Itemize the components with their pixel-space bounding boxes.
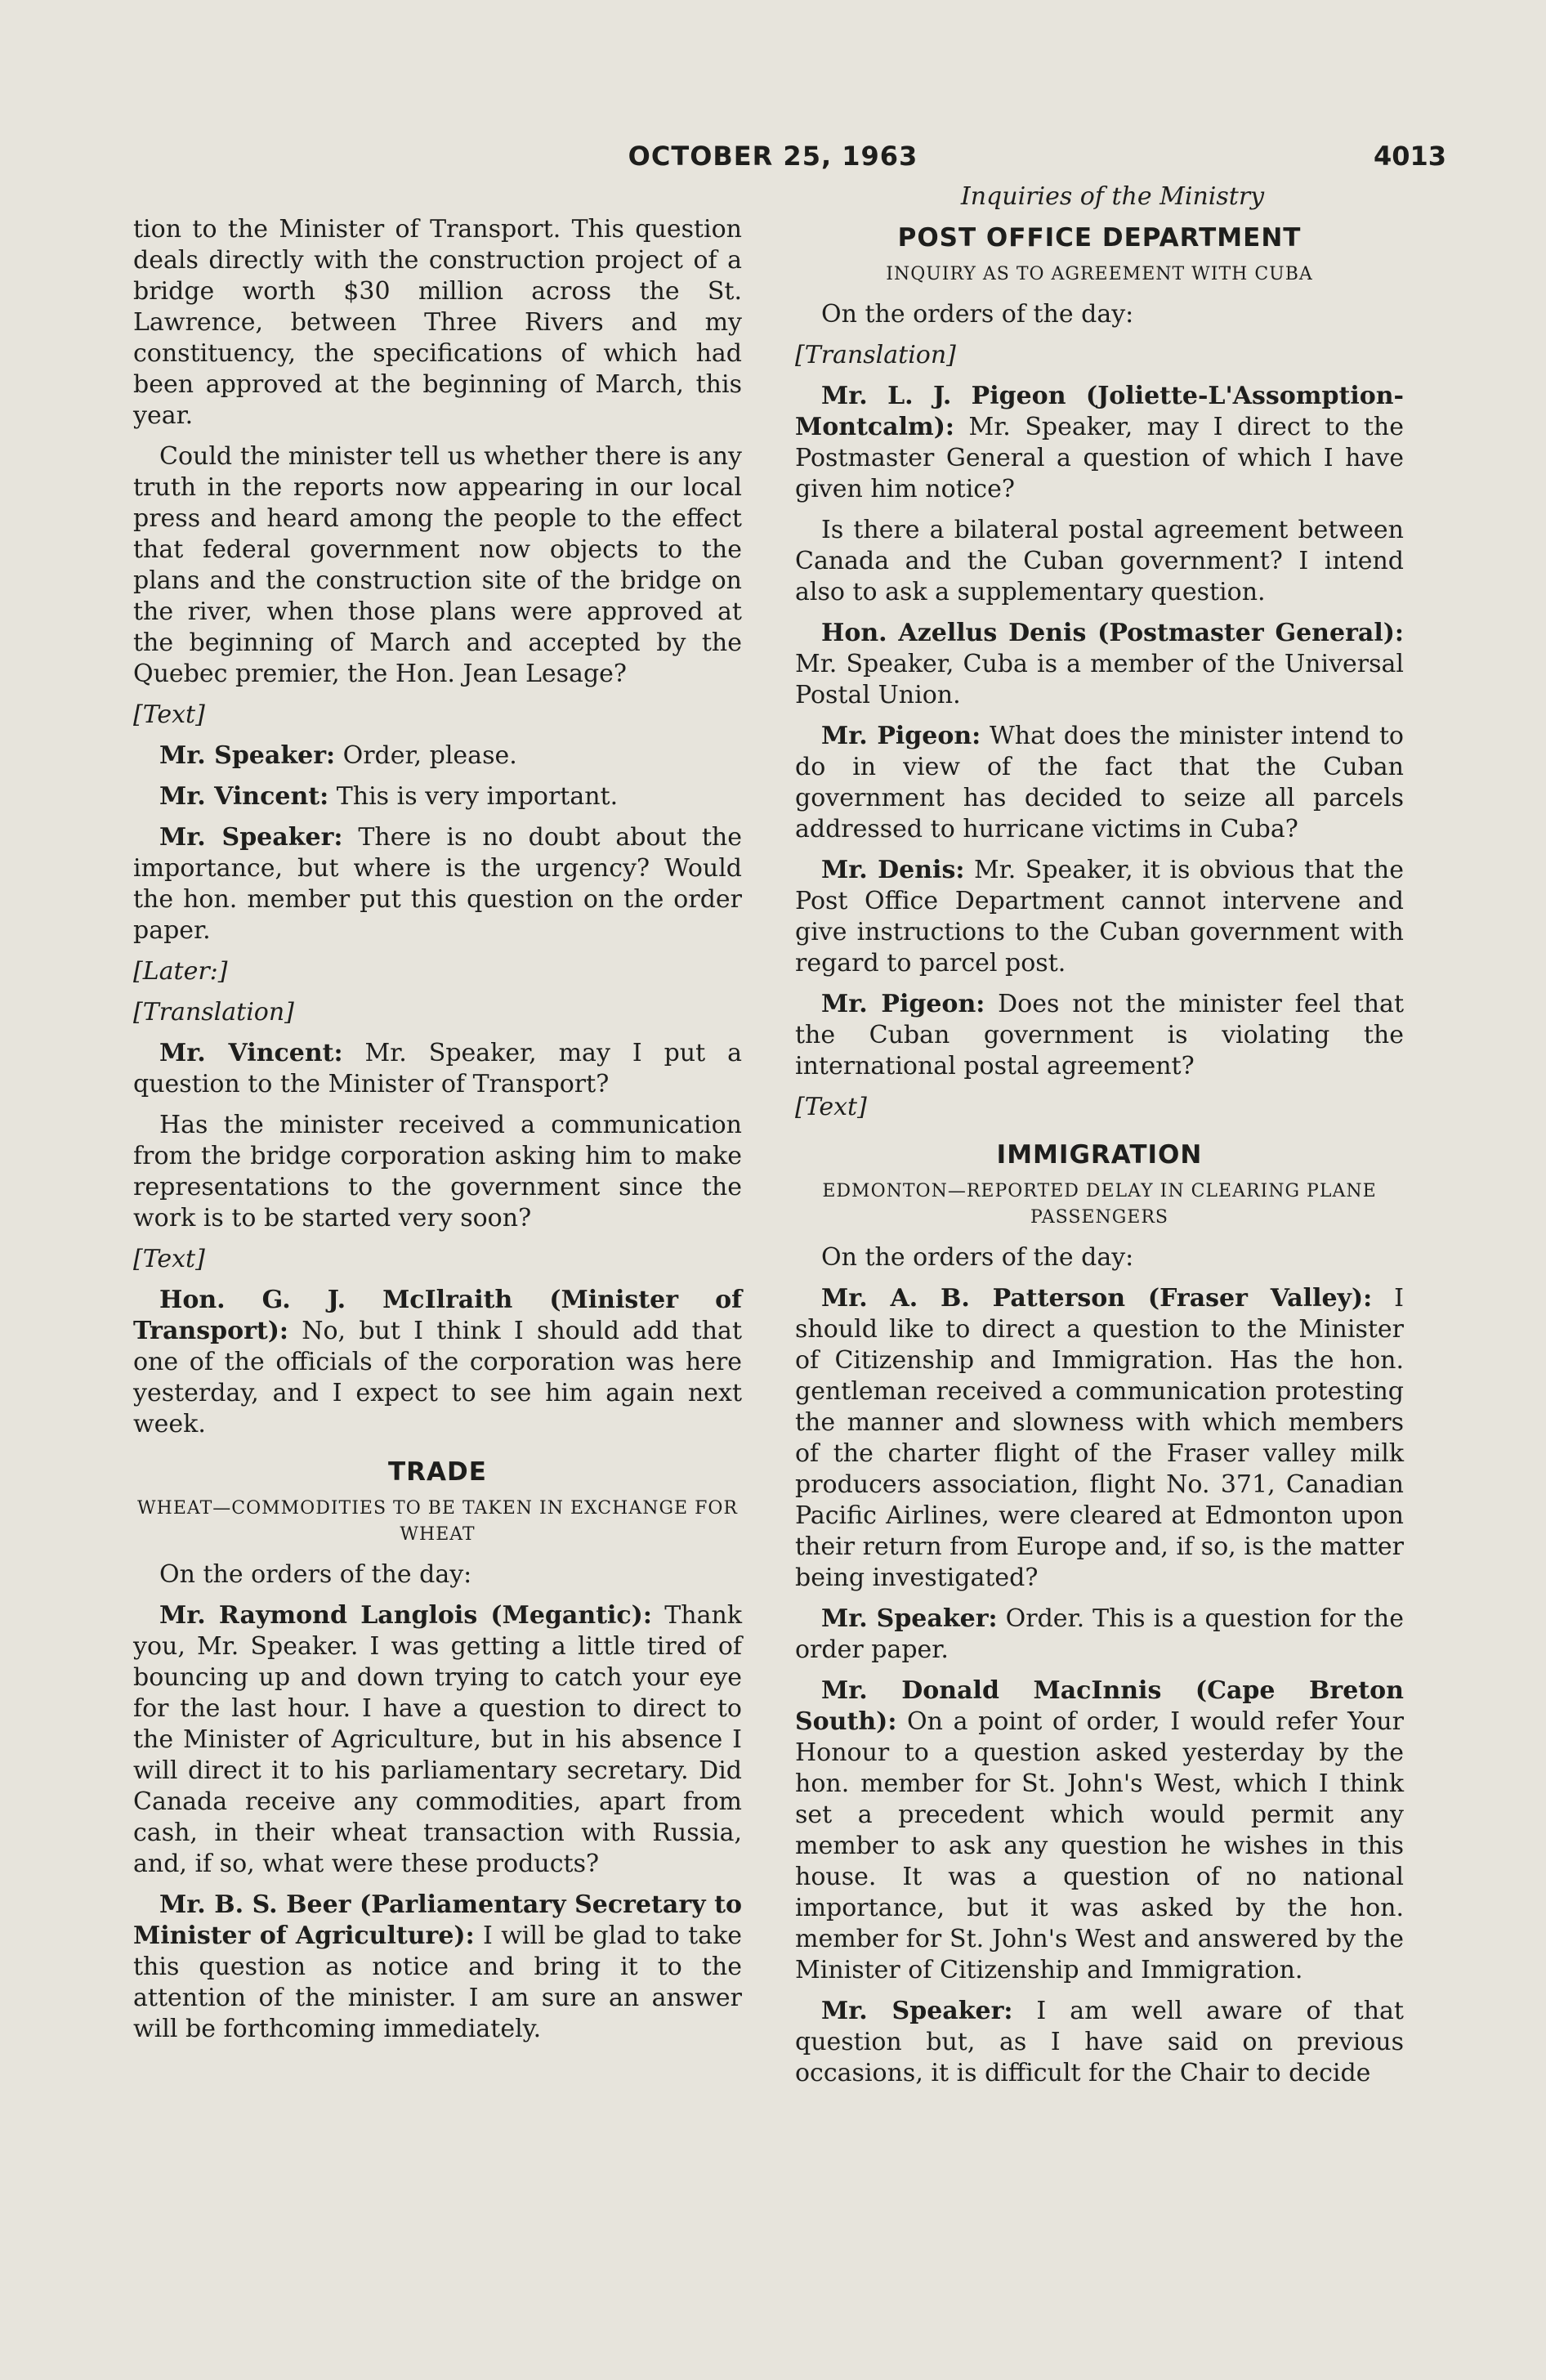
speech-text: I should like to direct a question to the Minister of Citizenship and Immigration. Has the hon. gentleman received a communication protesting the manner and slowness with which members of the charter flight of the Fraser valley milk producers association, flight No. 371, Canadian Pacific Airlines, were cleared at Edmonton upon their return from Europe and, if so, is the matter being investigated? [795, 1284, 1404, 1592]
paragraph: Has the minister received a communication from the bridge corporation asking him to make representations to the government since the work is to be started very soon? [133, 1111, 742, 1232]
speaker-name: Mr. Pigeon: [821, 722, 981, 750]
speaker-name: Hon. G. J. McIlraith (Minister of Transport): [133, 1286, 742, 1345]
speech [133, 1600, 742, 1880]
subheading-edmonton: EDMONTON—REPORTED DELAY IN CLEARING PLANE PASSENGERS [822, 1181, 1377, 1228]
speech [133, 1890, 742, 2045]
speech-text: There is no doubt about the importance, but where is the urgency? Would the hon. member put this question on the order paper. [133, 823, 742, 945]
speech-text: Thank you, Mr. Speaker. I was getting a little tired of bouncing up and down trying to catch your eye for the last hour. I have a question to direct to the Minister of Agriculture, but in his absence I will direct it to his parliamentary secretary. Did Canada receive any commodities, apart from cash, in their wheat transaction with Russia, and, if so, what were these products? [133, 1601, 742, 1878]
speech [133, 781, 742, 812]
subheading-wheat: WHEAT—COMMODITIES TO BE TAKEN IN EXCHANGE FOR WHEAT [137, 1498, 738, 1545]
speaker-name: Mr. Speaker: [821, 1604, 998, 1633]
speech-text: I am well aware of that question but, as I have said on previous occasions, it is difficult for the Chair to decide [795, 1997, 1404, 2087]
speaker-name: Mr. L. J. Pigeon (Joliette-L'Assomption-Montcalm): [795, 382, 1404, 441]
subheading-cuba: INQUIRY AS TO AGREEMENT WITH CUBA [886, 264, 1313, 284]
speech-text: What does the minister intend to do in view of the fact that the Cuban government has decided to seize all parcels addressed to hurricane victims in Cuba? [795, 722, 1404, 843]
orders-of-day: On the orders of the day: [159, 1560, 472, 1589]
speech [795, 1283, 1404, 1594]
speaker-name: Hon. Azellus Denis (Postmaster General): [821, 619, 1404, 647]
right-column [795, 181, 1404, 2099]
speech [795, 381, 1404, 505]
speech [795, 721, 1404, 845]
speaker-name: Mr. Vincent: [159, 1039, 343, 1067]
language-tag: [Translation] [133, 998, 294, 1027]
speech [795, 1604, 1404, 1666]
paragraph: Could the minister tell us whether there is any truth in the reports now appearing in our local press and heard among the people to the effect that federal government now objects to the plans and the construction site of the bridge on the river, when those plans were approved at the beginning of March and accepted by the Quebec premier, the Hon. Jean Lesage? [133, 442, 742, 688]
running-head: Inquiries of the Ministry [960, 182, 1265, 211]
speech [795, 989, 1404, 1082]
speech-text: Mr. Speaker, Cuba is a member of the Universal Postal Union. [795, 650, 1404, 709]
speaker-name: Mr. Speaker: [821, 1997, 1013, 2025]
language-tag: [Text] [133, 700, 205, 729]
speech-text: Order. This is a question for the order paper. [795, 1604, 1404, 1664]
language-tag: [Text] [133, 1245, 205, 1273]
speaker-name: Mr. Speaker: [159, 741, 336, 770]
speech-text: I will be glad to take this question as notice and bring it to the attention of the minister. I am sure an answer will be forthcoming immediately. [133, 1921, 742, 2043]
speaker-name: Mr. Raymond Langlois (Megantic): [159, 1601, 652, 1630]
paragraph: Is there a bilateral postal agreement between Canada and the Cuban government? I intend also to ask a supplementary question. [795, 516, 1404, 606]
language-tag: [Text] [795, 1093, 867, 1121]
speech [795, 855, 1404, 979]
speaker-name: Mr. Denis: [821, 856, 965, 884]
speech [133, 1038, 742, 1100]
speech-text: No, but I think I should add that one of the officials of the corporation was here yesterday, and I expect to see him again next week. [133, 1317, 742, 1438]
section-heading-trade: TRADE [388, 1457, 487, 1487]
speech [133, 740, 742, 772]
speech [133, 822, 742, 946]
page-date: OCTOBER 25, 1963 [628, 141, 918, 172]
speech-text: Order, please. [335, 741, 517, 770]
speech [795, 618, 1404, 711]
speech-text: Mr. Speaker, it is obvious that the Post Office Department cannot intervene and give instructions to the Cuban government with regard to parcel post. [795, 856, 1404, 978]
section-heading-post-office: POST OFFICE DEPARTMENT [897, 223, 1302, 253]
page-number: 4013 [1373, 141, 1446, 172]
speaker-name: Mr. B. S. Beer (Parliamentary Secretary to Minister of Agriculture): [133, 1890, 742, 1950]
speech-text: Mr. Speaker, may I direct to the Postmaster General a question of which I have given him notice? [795, 413, 1404, 503]
speaker-name: Mr. A. B. Patterson (Fraser Valley): [821, 1284, 1373, 1313]
language-tag: [Translation] [795, 341, 956, 369]
speech-text: Mr. Speaker, may I put a question to the Minister of Transport? [133, 1039, 743, 1098]
left-column [133, 214, 742, 2055]
speaker-name: Mr. Speaker: [159, 823, 343, 852]
paragraph: tion to the Minister of Transport. This question deals directly with the construction project of a bridge worth $30 million across the St. Lawrence, between Three Rivers and my constituency, the specifications of which had been approved at the beginning of March, this year. [133, 215, 742, 430]
later-tag: [Later:] [133, 957, 228, 986]
orders-of-day: On the orders of the day: [821, 300, 1134, 329]
speaker-name: Mr. Vincent: [159, 782, 329, 811]
section-heading-immigration: IMMIGRATION [996, 1140, 1203, 1170]
speech-text: On a point of order, I would refer Your Honour to a question asked yesterday by the hon. member for St. John's West, which I think set a precedent which would permit any member to ask any question he wishes in this house. It was a question of no national importance, but it was asked by the hon. member for St. John's West and answered by the Minister of Citizenship and Immigration. [795, 1707, 1404, 1984]
speech-text: Does not the minister feel that the Cuban government is violating the international postal agreement? [795, 990, 1404, 1080]
speech [133, 1285, 742, 1440]
speaker-name: Mr. Donald MacInnis (Cape Breton South): [795, 1676, 1404, 1736]
speaker-name: Mr. Pigeon: [821, 990, 985, 1018]
speech-text: This is very important. [328, 782, 619, 811]
orders-of-day: On the orders of the day: [821, 1243, 1134, 1272]
speech [795, 1996, 1404, 2089]
speech [795, 1675, 1404, 1986]
